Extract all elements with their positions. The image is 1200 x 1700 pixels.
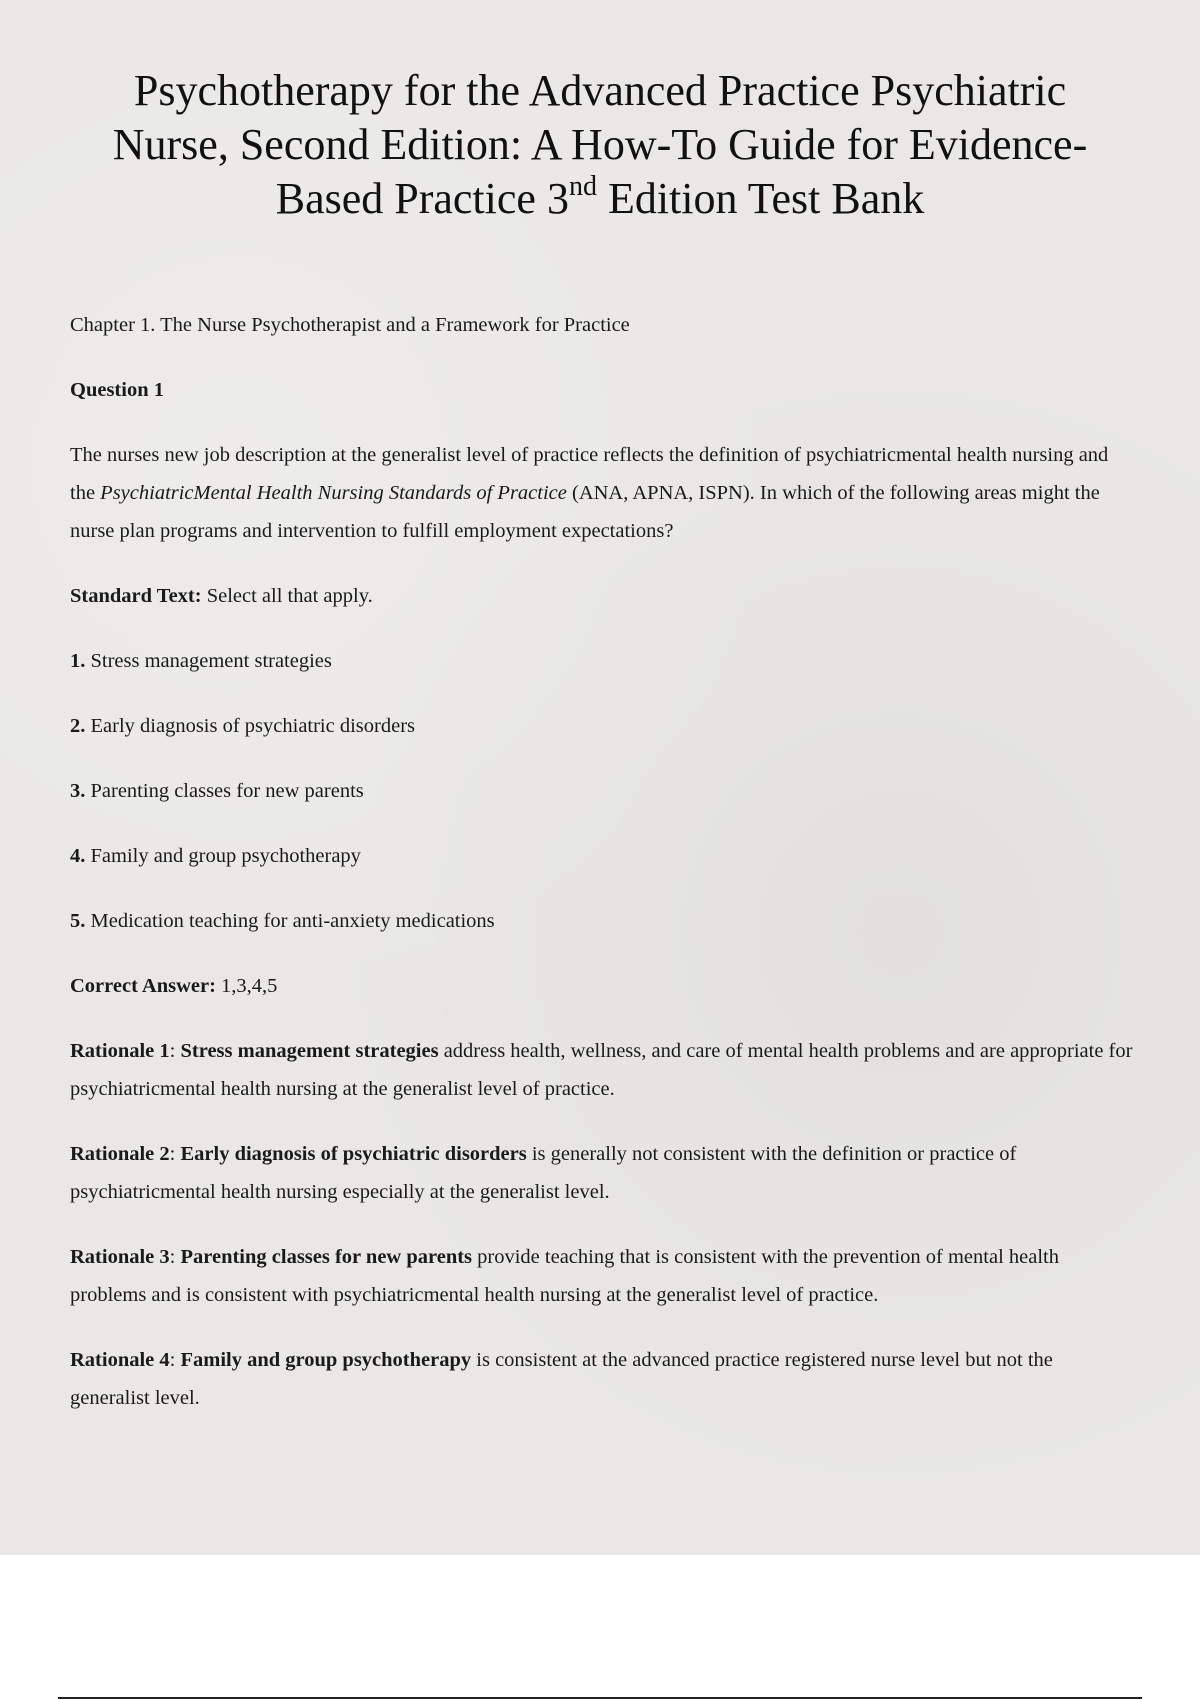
question-content [70,306,1135,1444]
answer-option [70,837,1135,875]
answer-option [70,707,1135,745]
title-line-1: Psychotherapy for the Advanced Practice Psychiatric [133,66,1067,115]
question-heading: Question 1 [70,379,164,401]
correct-answer-label: Correct Answer: [70,975,216,997]
rationale-label: Rationale 4 [70,1349,170,1371]
standard-text-line [70,577,1135,615]
stem-text-start: The nurses new job description at the generalist level of practice reflects the definition of psychiatricmental health nursing and the [70,444,1109,504]
rationale-term: Family and group psychotherapy [180,1349,472,1371]
rationale-separator: : [169,1040,181,1062]
rationale-term: Early diagnosis of psychiatric disorders [180,1143,527,1165]
answer-option [70,642,1135,680]
option-text: Family and group psychotherapy [85,845,361,867]
option-text: Stress management strategies [85,650,332,672]
option-text: Medication teaching for anti-anxiety medications [85,910,495,932]
title-line-2: Nurse, Second Edition: A How-To Guide for Evidence- [112,120,1088,169]
rationale-text: is consistent at the advanced practice registered nurse level but not the generalist level. [70,1349,1053,1409]
document-title [40,64,1160,226]
rationale-paragraph [70,1238,1135,1314]
rationale-paragraph [70,1032,1135,1108]
rationale-label: Rationale 3 [70,1246,170,1268]
rationale-text: provide teaching that is consistent with the prevention of mental health problems and is consistent with psychiatricmental health nursing at the generalist level of practice. [70,1246,1059,1306]
option-text: Early diagnosis of psychiatric disorders [85,715,416,737]
rationale-separator: : [169,1349,181,1371]
option-number: 2. [70,715,86,737]
question-stem [70,436,1135,550]
rationale-separator: : [169,1143,181,1165]
rationale-text: is generally not consistent with the definition or practice of psychiatricmental health nursing especially at the generalist level. [70,1143,1017,1203]
title-line-3-pre: Based Practice 3 [275,174,569,223]
footer-divider [58,1697,1142,1699]
rationale-label: Rationale 1 [70,1040,170,1062]
rationale-label: Rationale 2 [70,1143,170,1165]
chapter-heading: Chapter 1. The Nurse Psychotherapist and a Framework for Practice [70,314,630,336]
option-number: 3. [70,780,86,802]
answer-option [70,902,1135,940]
rationale-text: address health, wellness, and care of mental health problems and are appropriate for psychiatricmental health nursing at the generalist level of practice. [70,1040,1133,1100]
standard-text-label: Standard Text: [70,585,202,607]
rationale-separator: : [169,1246,181,1268]
title-ordinal-suffix: nd [568,170,597,202]
rationale-paragraph [70,1341,1135,1417]
correct-answer-value: 1,3,4,5 [215,975,278,997]
option-text: Parenting classes for new parents [85,780,364,802]
title-line-3-post: Edition Test Bank [596,174,925,223]
option-number: 1. [70,650,86,672]
correct-answer-line [70,967,1135,1005]
answer-option [70,772,1135,810]
rationale-paragraph [70,1135,1135,1211]
standard-text-value: Select all that apply. [201,585,373,607]
option-number: 4. [70,845,86,867]
standards-reference: PsychiatricMental Health Nursing Standards of Practice [100,482,567,504]
stem-text-end: (ANA, APNA, ISPN). In which of the following areas might the nurse plan programs and intervention to fulfill employment expectations? [70,482,1100,542]
rationale-term: Stress management strategies [180,1040,439,1062]
option-number: 5. [70,910,86,932]
rationale-term: Parenting classes for new parents [180,1246,473,1268]
